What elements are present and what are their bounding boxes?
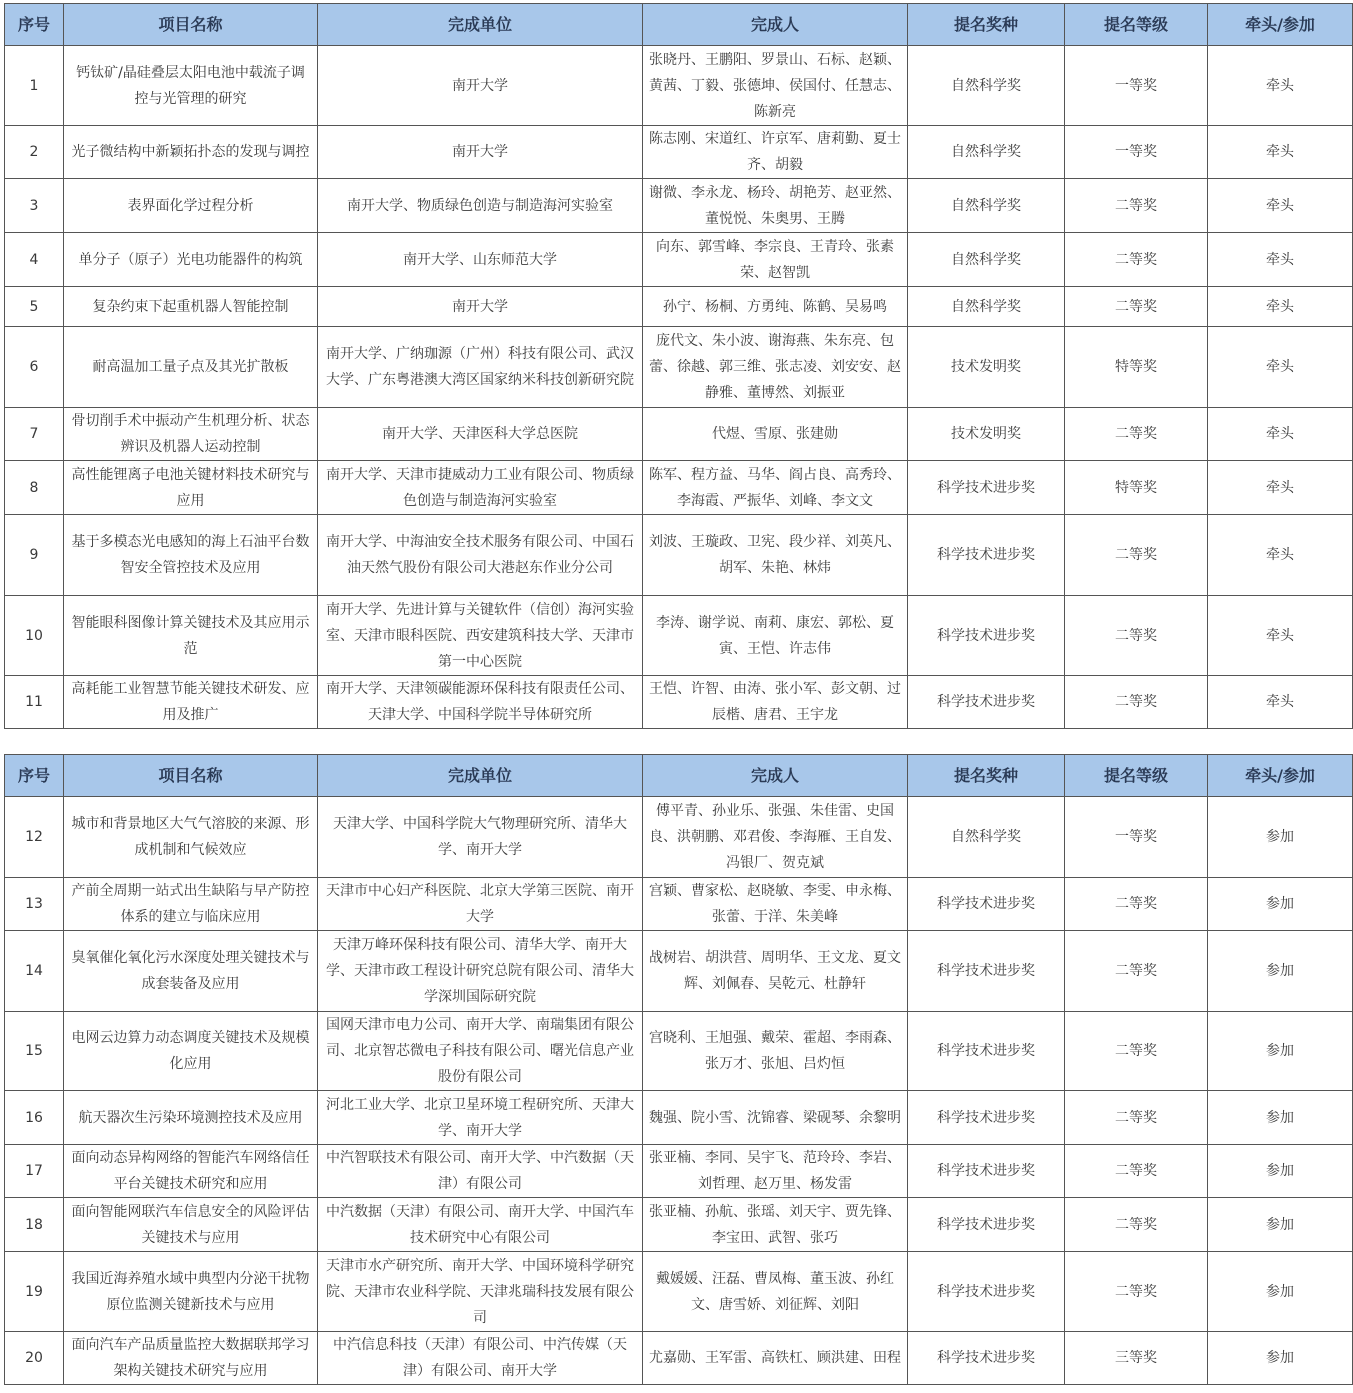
cell-award-level: 三等奖 bbox=[1065, 1332, 1208, 1385]
cell-no: 17 bbox=[5, 1145, 64, 1198]
cell-people: 宫颖、曹家松、赵晓敏、李雯、申永梅、张蕾、于洋、朱美峰 bbox=[643, 878, 908, 931]
cell-award-type: 自然科学奖 bbox=[908, 233, 1065, 287]
table-row bbox=[5, 797, 1353, 878]
cell-role: 参加 bbox=[1208, 797, 1353, 878]
header-award-level: 提名等级 bbox=[1065, 4, 1208, 46]
cell-people: 战树岩、胡洪营、周明华、王文龙、夏文辉、刘佩春、吴乾元、杜静轩 bbox=[643, 931, 908, 1012]
table-row bbox=[5, 1145, 1353, 1198]
table-row bbox=[5, 676, 1353, 729]
table-row bbox=[5, 126, 1353, 179]
cell-no: 8 bbox=[5, 461, 64, 515]
cell-no: 7 bbox=[5, 408, 64, 461]
cell-award-type: 科学技术进步奖 bbox=[908, 1012, 1065, 1091]
cell-no: 11 bbox=[5, 676, 64, 729]
cell-role: 参加 bbox=[1208, 1252, 1353, 1332]
cell-no: 19 bbox=[5, 1252, 64, 1332]
cell-unit: 天津市水产研究所、南开大学、中国环境科学研究院、天津市农业科学院、天津兆瑞科技发展有限公司 bbox=[318, 1252, 643, 1332]
cell-people: 魏强、院小雪、沈锦睿、梁砚琴、余黎明 bbox=[643, 1091, 908, 1145]
cell-award-type: 科学技术进步奖 bbox=[908, 1332, 1065, 1385]
table-row bbox=[5, 233, 1353, 287]
cell-project-name: 产前全周期一站式出生缺陷与早产防控体系的建立与临床应用 bbox=[64, 878, 318, 931]
cell-award-level: 二等奖 bbox=[1065, 287, 1208, 327]
cell-unit: 河北工业大学、北京卫星环境工程研究所、天津大学、南开大学 bbox=[318, 1091, 643, 1145]
cell-award-type: 自然科学奖 bbox=[908, 287, 1065, 327]
cell-award-level: 二等奖 bbox=[1065, 1145, 1208, 1198]
cell-award-level: 一等奖 bbox=[1065, 126, 1208, 179]
cell-role: 牵头 bbox=[1208, 596, 1353, 676]
header-no: 序号 bbox=[5, 755, 64, 797]
cell-unit: 中汽信息科技（天津）有限公司、中汽传媒（天津）有限公司、南开大学 bbox=[318, 1332, 643, 1385]
cell-no: 14 bbox=[5, 931, 64, 1012]
cell-project-name: 面向汽车产品质量监控大数据联邦学习架构关键技术研究与应用 bbox=[64, 1332, 318, 1385]
cell-award-level: 特等奖 bbox=[1065, 327, 1208, 408]
cell-unit: 南开大学 bbox=[318, 287, 643, 327]
cell-project-name: 智能眼科图像计算关键技术及其应用示范 bbox=[64, 596, 318, 676]
cell-role: 参加 bbox=[1208, 1091, 1353, 1145]
table-row bbox=[5, 1198, 1353, 1252]
cell-project-name: 航天器次生污染环境测控技术及应用 bbox=[64, 1091, 318, 1145]
cell-award-type: 技术发明奖 bbox=[908, 408, 1065, 461]
cell-people: 刘波、王璇政、卫宪、段少祥、刘英凡、胡军、朱艳、林炜 bbox=[643, 515, 908, 596]
cell-award-type: 科学技术进步奖 bbox=[908, 515, 1065, 596]
cell-people: 傅平青、孙业乐、张强、朱佳雷、史国良、洪朝鹏、邓君俊、李海雁、王自发、冯银厂、贺克斌 bbox=[643, 797, 908, 878]
cell-no: 13 bbox=[5, 878, 64, 931]
cell-award-type: 自然科学奖 bbox=[908, 179, 1065, 233]
cell-award-level: 一等奖 bbox=[1065, 797, 1208, 878]
cell-no: 2 bbox=[5, 126, 64, 179]
cell-award-level: 二等奖 bbox=[1065, 1091, 1208, 1145]
cell-project-name: 骨切削手术中振动产生机理分析、状态辨识及机器人运动控制 bbox=[64, 408, 318, 461]
table-row bbox=[5, 327, 1353, 408]
cell-role: 牵头 bbox=[1208, 676, 1353, 729]
cell-award-level: 二等奖 bbox=[1065, 1012, 1208, 1091]
cell-award-type: 科学技术进步奖 bbox=[908, 1252, 1065, 1332]
cell-people: 宫晓利、王旭强、戴荣、霍超、李雨森、张万才、张旭、吕灼恒 bbox=[643, 1012, 908, 1091]
cell-award-level: 二等奖 bbox=[1065, 233, 1208, 287]
cell-no: 4 bbox=[5, 233, 64, 287]
cell-people: 陈军、程方益、马华、阎占良、高秀玲、李海霞、严振华、刘峰、李文文 bbox=[643, 461, 908, 515]
cell-people: 王恺、许智、由涛、张小军、彭文朝、过辰楷、唐君、王宇龙 bbox=[643, 676, 908, 729]
cell-award-level: 二等奖 bbox=[1065, 676, 1208, 729]
cell-unit: 南开大学、物质绿色创造与制造海河实验室 bbox=[318, 179, 643, 233]
header-role: 牵头/参加 bbox=[1208, 4, 1353, 46]
cell-project-name: 面向智能网联汽车信息安全的风险评估关键技术与应用 bbox=[64, 1198, 318, 1252]
cell-award-type: 科学技术进步奖 bbox=[908, 1091, 1065, 1145]
cell-project-name: 光子微结构中新颖拓扑态的发现与调控 bbox=[64, 126, 318, 179]
cell-award-type: 科学技术进步奖 bbox=[908, 931, 1065, 1012]
table-row bbox=[5, 878, 1353, 931]
cell-no: 20 bbox=[5, 1332, 64, 1385]
cell-role: 牵头 bbox=[1208, 233, 1353, 287]
cell-award-level: 二等奖 bbox=[1065, 515, 1208, 596]
cell-award-level: 二等奖 bbox=[1065, 1198, 1208, 1252]
cell-award-type: 科学技术进步奖 bbox=[908, 878, 1065, 931]
cell-people: 代煜、雪原、张建勋 bbox=[643, 408, 908, 461]
cell-award-level: 一等奖 bbox=[1065, 46, 1208, 126]
header-people: 完成人 bbox=[643, 4, 908, 46]
cell-unit: 南开大学、先进计算与关键软件（信创）海河实验室、天津市眼科医院、西安建筑科技大学、天津市第一中心医院 bbox=[318, 596, 643, 676]
cell-award-type: 自然科学奖 bbox=[908, 46, 1065, 126]
cell-unit: 中汽数据（天津）有限公司、南开大学、中国汽车技术研究中心有限公司 bbox=[318, 1198, 643, 1252]
cell-project-name: 电网云边算力动态调度关键技术及规模化应用 bbox=[64, 1012, 318, 1091]
cell-project-name: 高性能锂离子电池关键材料技术研究与应用 bbox=[64, 461, 318, 515]
cell-people: 戴媛媛、汪磊、曹凤梅、董玉波、孙红文、唐雪娇、刘征辉、刘阳 bbox=[643, 1252, 908, 1332]
cell-people: 陈志刚、宋道红、许京军、唐莉勤、夏士齐、胡毅 bbox=[643, 126, 908, 179]
cell-unit: 中汽智联技术有限公司、南开大学、中汽数据（天津）有限公司 bbox=[318, 1145, 643, 1198]
cell-no: 6 bbox=[5, 327, 64, 408]
cell-role: 牵头 bbox=[1208, 179, 1353, 233]
cell-unit: 南开大学 bbox=[318, 46, 643, 126]
cell-role: 牵头 bbox=[1208, 408, 1353, 461]
cell-people: 张亚楠、李同、吴宇飞、范玲玲、李岩、刘哲理、赵万里、杨发雷 bbox=[643, 1145, 908, 1198]
award-table-participate bbox=[4, 754, 1353, 1385]
cell-unit: 南开大学、天津医科大学总医院 bbox=[318, 408, 643, 461]
cell-award-level: 二等奖 bbox=[1065, 1252, 1208, 1332]
cell-award-level: 二等奖 bbox=[1065, 596, 1208, 676]
cell-unit: 南开大学、中海油安全技术服务有限公司、中国石油天然气股份有限公司大港赵东作业分公司 bbox=[318, 515, 643, 596]
cell-no: 18 bbox=[5, 1198, 64, 1252]
cell-no: 1 bbox=[5, 46, 64, 126]
table-row bbox=[5, 1012, 1353, 1091]
cell-award-type: 科学技术进步奖 bbox=[908, 596, 1065, 676]
cell-award-type: 科学技术进步奖 bbox=[908, 461, 1065, 515]
cell-award-level: 特等奖 bbox=[1065, 461, 1208, 515]
cell-no: 16 bbox=[5, 1091, 64, 1145]
cell-unit: 南开大学、天津市捷威动力工业有限公司、物质绿色创造与制造海河实验室 bbox=[318, 461, 643, 515]
cell-people: 李涛、谢学说、南莉、康宏、郭松、夏寅、王恺、许志伟 bbox=[643, 596, 908, 676]
cell-unit: 国网天津市电力公司、南开大学、南瑞集团有限公司、北京智芯微电子科技有限公司、曙光信息产业股份有限公司 bbox=[318, 1012, 643, 1091]
header-no: 序号 bbox=[5, 4, 64, 46]
cell-people: 向东、郭雪峰、李宗良、王青玲、张素荣、赵智凯 bbox=[643, 233, 908, 287]
cell-project-name: 复杂约束下起重机器人智能控制 bbox=[64, 287, 318, 327]
cell-award-type: 自然科学奖 bbox=[908, 797, 1065, 878]
cell-award-type: 科学技术进步奖 bbox=[908, 676, 1065, 729]
table-row bbox=[5, 287, 1353, 327]
table-row bbox=[5, 46, 1353, 126]
cell-role: 牵头 bbox=[1208, 46, 1353, 126]
cell-award-level: 二等奖 bbox=[1065, 408, 1208, 461]
cell-project-name: 耐高温加工量子点及其光扩散板 bbox=[64, 327, 318, 408]
cell-role: 参加 bbox=[1208, 1198, 1353, 1252]
cell-role: 牵头 bbox=[1208, 515, 1353, 596]
cell-role: 参加 bbox=[1208, 931, 1353, 1012]
header-people: 完成人 bbox=[643, 755, 908, 797]
table-row bbox=[5, 408, 1353, 461]
cell-role: 牵头 bbox=[1208, 287, 1353, 327]
table-row bbox=[5, 931, 1353, 1012]
cell-project-name: 表界面化学过程分析 bbox=[64, 179, 318, 233]
table-row bbox=[5, 1091, 1353, 1145]
cell-unit: 天津大学、中国科学院大气物理研究所、清华大学、南开大学 bbox=[318, 797, 643, 878]
cell-unit: 南开大学、山东师范大学 bbox=[318, 233, 643, 287]
cell-project-name: 基于多模态光电感知的海上石油平台数智安全管控技术及应用 bbox=[64, 515, 318, 596]
cell-unit: 南开大学、天津领碳能源环保科技有限责任公司、天津大学、中国科学院半导体研究所 bbox=[318, 676, 643, 729]
cell-no: 12 bbox=[5, 797, 64, 878]
cell-role: 参加 bbox=[1208, 878, 1353, 931]
header-award-level: 提名等级 bbox=[1065, 755, 1208, 797]
cell-people: 庞代文、朱小波、谢海燕、朱东亮、包蕾、徐越、郭三维、张志凌、刘安安、赵静雅、董博然、刘振亚 bbox=[643, 327, 908, 408]
cell-project-name: 面向动态异构网络的智能汽车网络信任平台关键技术研究和应用 bbox=[64, 1145, 318, 1198]
award-table-lead bbox=[4, 3, 1353, 729]
cell-no: 3 bbox=[5, 179, 64, 233]
cell-award-type: 科学技术进步奖 bbox=[908, 1145, 1065, 1198]
cell-award-level: 二等奖 bbox=[1065, 179, 1208, 233]
cell-role: 参加 bbox=[1208, 1145, 1353, 1198]
header-award-type: 提名奖种 bbox=[908, 4, 1065, 46]
cell-project-name: 高耗能工业智慧节能关键技术研发、应用及推广 bbox=[64, 676, 318, 729]
header-role: 牵头/参加 bbox=[1208, 755, 1353, 797]
cell-role: 牵头 bbox=[1208, 461, 1353, 515]
cell-project-name: 单分子（原子）光电功能器件的构筑 bbox=[64, 233, 318, 287]
table-row bbox=[5, 515, 1353, 596]
table-row bbox=[5, 179, 1353, 233]
cell-people: 孙宁、杨桐、方勇纯、陈鹤、吴易鸣 bbox=[643, 287, 908, 327]
cell-unit: 天津市中心妇产科医院、北京大学第三医院、南开大学 bbox=[318, 878, 643, 931]
cell-award-type: 自然科学奖 bbox=[908, 126, 1065, 179]
cell-no: 9 bbox=[5, 515, 64, 596]
cell-people: 张亚楠、孙航、张瑶、刘天宇、贾先锋、李宝田、武智、张巧 bbox=[643, 1198, 908, 1252]
cell-award-level: 二等奖 bbox=[1065, 931, 1208, 1012]
table-row bbox=[5, 1332, 1353, 1385]
table-row bbox=[5, 461, 1353, 515]
table-row bbox=[5, 596, 1353, 676]
header-project-name: 项目名称 bbox=[64, 4, 318, 46]
cell-project-name: 我国近海养殖水域中典型内分泌干扰物原位监测关键新技术与应用 bbox=[64, 1252, 318, 1332]
cell-role: 参加 bbox=[1208, 1012, 1353, 1091]
table-row bbox=[5, 1252, 1353, 1332]
cell-award-type: 科学技术进步奖 bbox=[908, 1198, 1065, 1252]
cell-unit: 南开大学 bbox=[318, 126, 643, 179]
header-unit: 完成单位 bbox=[318, 4, 643, 46]
cell-unit: 天津万峰环保科技有限公司、清华大学、南开大学、天津市政工程设计研究总院有限公司、清华大学深圳国际研究院 bbox=[318, 931, 643, 1012]
cell-project-name: 钙钛矿/晶硅叠层太阳电池中载流子调控与光管理的研究 bbox=[64, 46, 318, 126]
header-project-name: 项目名称 bbox=[64, 755, 318, 797]
cell-project-name: 臭氧催化氧化污水深度处理关键技术与成套装备及应用 bbox=[64, 931, 318, 1012]
cell-project-name: 城市和背景地区大气气溶胶的来源、形成机制和气候效应 bbox=[64, 797, 318, 878]
cell-award-type: 技术发明奖 bbox=[908, 327, 1065, 408]
cell-no: 5 bbox=[5, 287, 64, 327]
header-award-type: 提名奖种 bbox=[908, 755, 1065, 797]
cell-award-level: 二等奖 bbox=[1065, 878, 1208, 931]
cell-no: 15 bbox=[5, 1012, 64, 1091]
cell-role: 参加 bbox=[1208, 1332, 1353, 1385]
cell-people: 谢微、李永龙、杨玲、胡艳芳、赵亚然、董悦悦、朱奥男、王腾 bbox=[643, 179, 908, 233]
cell-role: 牵头 bbox=[1208, 126, 1353, 179]
cell-unit: 南开大学、广纳珈源（广州）科技有限公司、武汉大学、广东粤港澳大湾区国家纳米科技创新研究院 bbox=[318, 327, 643, 408]
cell-people: 尤嘉勋、王军雷、高铁杠、顾洪建、田程 bbox=[643, 1332, 908, 1385]
cell-no: 10 bbox=[5, 596, 64, 676]
cell-people: 张晓丹、王鹏阳、罗景山、石标、赵颖、黄茜、丁毅、张德坤、侯国付、任慧志、陈新亮 bbox=[643, 46, 908, 126]
header-row bbox=[5, 755, 1353, 797]
cell-role: 牵头 bbox=[1208, 327, 1353, 408]
header-unit: 完成单位 bbox=[318, 755, 643, 797]
header-row bbox=[5, 4, 1353, 46]
